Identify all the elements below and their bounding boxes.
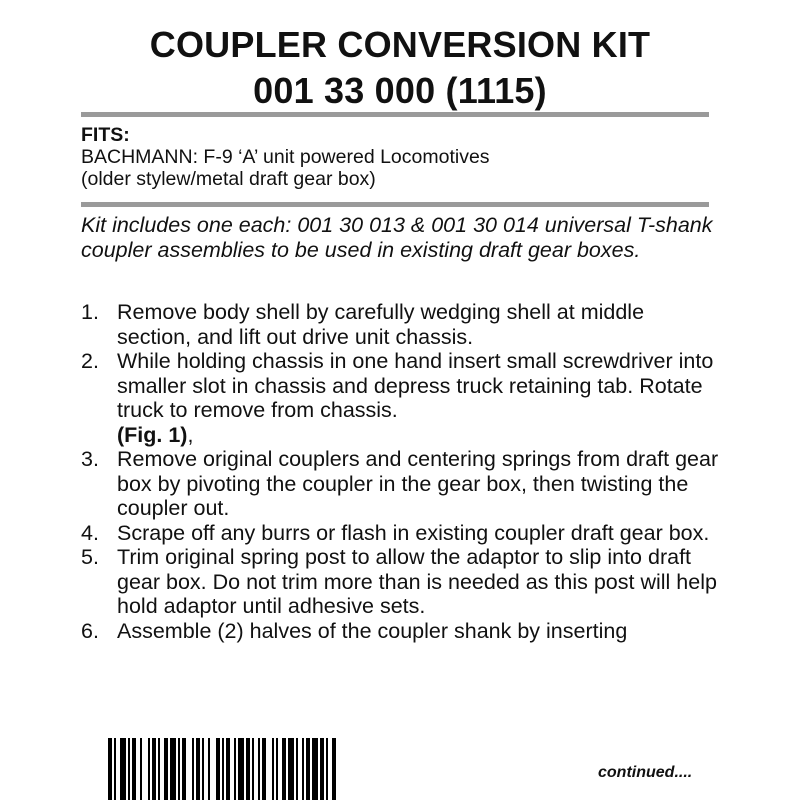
step-number: 3. [81, 447, 99, 471]
title-line-2: 001 33 000 (1115) [253, 70, 547, 111]
divider-bottom [81, 202, 709, 207]
step-text: Assemble (2) halves of the coupler shank by inserting [117, 618, 628, 643]
fits-label: FITS: [81, 124, 130, 146]
instruction-step-1 [81, 300, 721, 349]
step-tail: , [187, 422, 194, 447]
step-text: Remove body shell by carefully wedging shell at middle section, and lift out drive unit chassis. [117, 300, 645, 349]
figure-reference: (Fig. 1) [117, 422, 188, 447]
step-text: Scrape off any burrs or flash in existing coupler draft gear box. [117, 520, 710, 545]
step-number: 5. [81, 545, 99, 569]
kit-intro: Kit includes one each: 001 30 013 & 001 30 014 universal T-shank coupler assemblies to be used in existing draft gear boxes. [81, 213, 713, 262]
step-number: 2. [81, 349, 99, 373]
continued-label: continued.... [598, 764, 693, 781]
instruction-step-4 [81, 521, 721, 546]
fits-section [81, 124, 721, 190]
instruction-step-5 [81, 545, 721, 619]
step-number: 6. [81, 618, 99, 643]
fits-line-1: BACHMANN: F-9 ‘A’ unit powered Locomotives [81, 146, 490, 168]
instruction-list [81, 300, 721, 643]
step-text: While holding chassis in one hand insert small screwdriver into smaller slot in chassis and depress truck retaining tab. Rotate truck to remove from chassis. [117, 349, 714, 422]
instruction-step-6 [81, 619, 721, 644]
divider-top [81, 112, 709, 117]
title-line-1: COUPLER CONVERSION KIT [149, 24, 651, 65]
barcode-icon [108, 738, 388, 800]
step-text: Trim original spring post to allow the adaptor to slip into draft gear box. Do not trim more than is needed as this post will help hold adaptor until adhesive sets. [117, 545, 717, 618]
step-number: 1. [81, 300, 99, 324]
instruction-step-3 [81, 447, 721, 521]
step-number: 4. [81, 520, 99, 545]
page-title [0, 22, 800, 114]
fits-line-2: (older stylew/metal draft gear box) [81, 168, 376, 190]
instruction-step-2 [81, 349, 721, 447]
step-text: Remove original couplers and centering springs from draft gear box by pivoting the coupler in the gear box, then twisting the coupler out. [117, 447, 719, 520]
